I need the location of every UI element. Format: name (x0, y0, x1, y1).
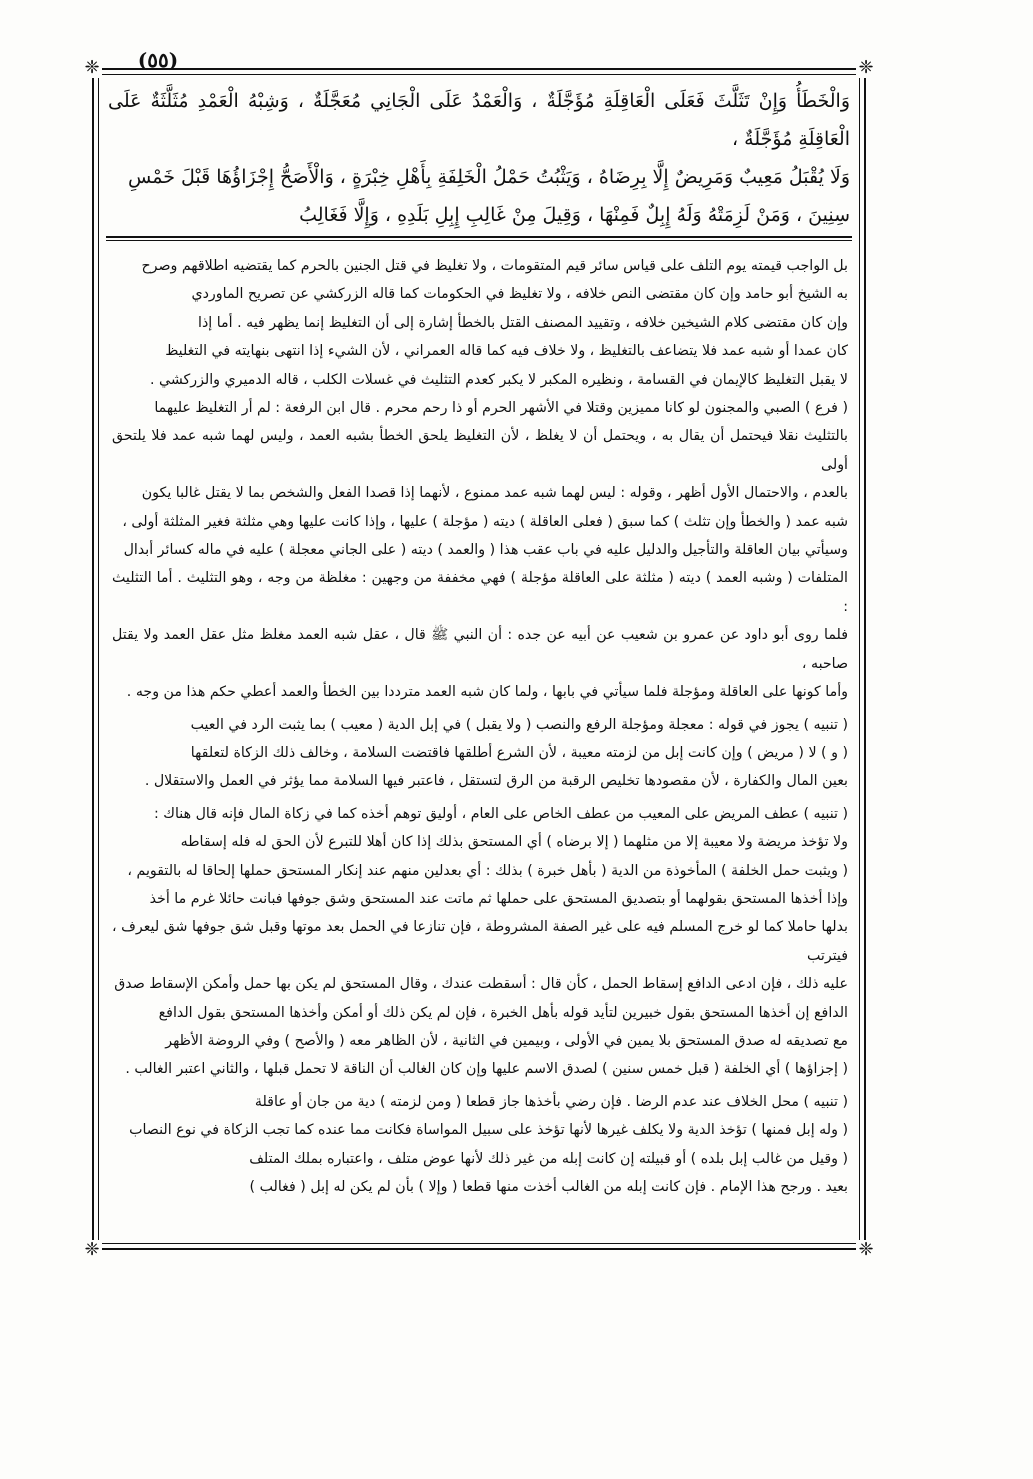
commentary-line: وإن كان مقتضى كلام الشيخين خلافه ، وتقييد المصنف القتل بالخطأ إشارة إلى أن التغليظ إنما يظهر فيه . أما إذا (198, 314, 848, 331)
corner-ornament-icon: ❈ (856, 58, 876, 78)
commentary-line: ( إجزاؤها ) أي الخلفة ( قبل خمس سنين ) لصدق الاسم عليها وإن كان الغالب أن الناقة لا تحمل قبلها ، والثاني اعتبر الغالب . (125, 1061, 848, 1078)
main-text-line: سِنِينَ ، وَمَنْ لَزِمَتْهُ وَلَهُ إِبِلٌ فَمِنْهَا ، وَقِيلَ مِنْ غَالِبِ إِبِلِ بَلَدِهِ ، وَإِلَّا فَغَالِبُ (299, 204, 850, 226)
page-number: (٥٥) (137, 48, 179, 72)
commentary-line: وإذا أخذها المستحق بقولهما أو بتصديق المستحق على حملها ثم ماتت عند المستحق وشق جوفها فبانت حائلا غرم ما أخذ (149, 890, 848, 907)
commentary-line: ( تنبيه ) يجوز في قوله : معجلة ومؤجلة الرفع والنصب ( ولا يقبل ) في إبل الدية ( معيب ) بما يثبت الرد في العيب (190, 716, 848, 733)
commentary-line: لا يقبل التغليظ كالإيمان في القسامة ، ونظيره المكبر لا يكبر كعدم التثليث في غسلات الكلب ، قاله الدميري والزركشي . (149, 371, 848, 388)
corner-ornament-icon: ❈ (82, 58, 102, 78)
commentary-paragraph (112, 1088, 848, 1202)
commentary-text (112, 252, 848, 1237)
main-text-line: وَالْخَطَأُ وَإِنْ تَثَلَّثَ فَعَلَى الْعَاقِلَةِ مُؤَجَّلَةٌ ، وَالْعَمْدُ عَلَى الْجَانِي مُعَجَّلَةٌ ، وَشِبْهُ الْعَمْدِ مُثَلَّثَةٌ عَلَى الْعَاقِلَةِ مُؤَجَّلَةٌ ، (108, 90, 850, 150)
commentary-line: ( تنبيه ) عطف المريض على المعيب من عطف الخاص على العام ، أوليق توهم أخذه كما في زكاة المال فإنه قال هناك : (154, 805, 848, 822)
main-text-line: وَلَا يُقْبَلُ مَعِيبٌ وَمَرِيضٌ إِلَّا بِرِضَاهُ ، وَيَثْبُتُ حَمْلُ الْخَلِفَةِ بِأَهْلِ خِبْرَةٍ ، وَالْأَصَحُّ إِجْزَاؤُهَا قَبْلَ خَمْسِ (128, 166, 850, 188)
commentary-line: المتلفات ( وشبه العمد ) ديته ( مثلثة على العاقلة مؤجلة ) فهي مخففة من وجهين : مغلظة من وجه ، وهو التثليث . أما التثليث : (112, 570, 848, 615)
commentary-line: فلما روى أبو داود عن عمرو بن شعيب عن أبيه عن جده : أن النبي ﷺ قال ، عقل شبه العمد مغلظ مثل عقل العمد ولا يقتل صاحبه ، (112, 627, 848, 672)
commentary-line: ( وقيل من غالب إبل بلده ) أو قبيلته إن كانت إبله من غير ذلك لأنها عوض متلف ، واعتباره بملك المتلف (249, 1150, 848, 1167)
commentary-line: بل الواجب قيمته يوم التلف على قياس سائر قيم المتقومات ، ولا تغليظ في قتل الجنين بالحرم كما يقتضيه اطلاقهم وصرح (141, 258, 848, 274)
corner-ornament-icon: ❈ (82, 1240, 102, 1260)
commentary-line: به الشيخ أبو حامد وإن كان مقتضى النص خلافه ، ولا تغليظ في الحكومات كما قاله الزركشي عن تصريح الماوردي (191, 286, 848, 303)
commentary-line: ولا تؤخذ مريضة ولا معيبة إلا من مثلهما ( إلا برضاه ) أي المستحق بذلك إذا كان أهلا للتبرع لأن الحق له فله إسقاطه (180, 834, 848, 851)
commentary-line: بعين المال والكفارة ، لأن مقصودها تخليص الرقبة من الرق لتستقل ، فاعتبر فيها السلامة مما يؤثر في العمل والاستقلال . (144, 773, 848, 790)
commentary-line: شبه عمد ( والخطأ وإن تثلث ) كما سبق ( فعلى العاقلة ) ديته ( مؤجلة ) عليها ، وإذا كانت عليها وهي مثلثة فغير المثلثة أولى ، (122, 513, 848, 530)
commentary-line: كان عمدا أو شبه عمد فلا يتضاعف بالتغليظ ، ولا خلاف فيه كما قاله العمراني ، لأن الشيء إذا انتهى بنهايته في التغليظ (165, 343, 848, 360)
main-text (108, 82, 850, 232)
corner-ornament-icon: ❈ (856, 1240, 876, 1260)
commentary-line: بالتثليث نقلا فيحتمل أن يقال به ، ويحتمل أن لا يغلظ ، لأن التغليظ يلحق الخطأ بشبه العمد ، وليس لهما شبه عمد فلا يلتحق أولى (112, 428, 848, 473)
commentary-paragraph (112, 800, 848, 1084)
section-separator (106, 236, 852, 241)
commentary-line: وسيأتي بيان العاقلة والتأجيل والدليل عليه في باب عقب هذا ( والعمد ) ديته ( على الجاني معجلة ) عليه في ماله كسائر أبدال (123, 542, 848, 559)
commentary-paragraph (112, 252, 848, 394)
commentary-line: بعيد . ورجح هذا الإمام . فإن كانت إبله من الغالب أخذت منها قطعا ( وإلا ) بأن لم يكن له إبل ( فغالب ) (249, 1179, 848, 1195)
commentary-paragraph (112, 711, 848, 796)
commentary-line: بالعدم ، والاحتمال الأول أظهر ، وقوله : ليس لهما شبه عمد ممنوع ، لأنهما إذا قصدا الفعل والشخص بما لا يقتل غالبا يكون (141, 485, 848, 502)
commentary-line: وأما كونها على العاقلة ومؤجلة فلما سيأتي في بابها ، ولما كان شبه العمد مترددا بين الخطأ والعمد أعطي حكم هذا من وجه . (126, 684, 848, 701)
commentary-line: بدلها حاملا كما لو خرج المسلم فيه على غير الصفة المشروطة ، فإن تنازعا في الحمل بعد موتها وقبل شق جوفها شق ليعرف ، فيترتب (112, 919, 848, 964)
commentary-line: ( وله إبل فمنها ) تؤخذ الدية ولا يكلف غيرها لأنها تؤخذ على سبيل المواساة فكانت مما عنده كما تجب الزكاة في نوع النصاب (129, 1122, 848, 1139)
commentary-line: الدافع إن أخذها المستحق بقول خبيرين لتأيد قوله بأهل الخبرة ، فإن لم يكن ذلك أو أمكن وأخذها المستحق بقول الدافع (158, 1004, 848, 1021)
commentary-line: ( و ) لا ( مريض ) وإن كانت إبل من لزمته معيبة ، لأن الشرع أطلقها فاقتضت السلامة ، وخالف ذلك الزكاة لتعلقها (190, 744, 848, 761)
commentary-line: ( فرع ) الصبي والمجنون لو كانا مميزين وقتلا في الأشهر الحرم أو ذا رحم محرم . قال ابن الرفعة : لم أر التغليظ عليهما (154, 400, 848, 417)
commentary-line: ( تنبيه ) محل الخلاف عند عدم الرضا . فإن رضي بأخذها جاز قطعا ( ومن لزمته ) دية من جان أو عاقلة (254, 1093, 848, 1110)
commentary-line: مع تصديقه له صدق المستحق بلا يمين في الأولى ، وبيمين في الثانية ، لأن الظاهر معه ( والأصح ) وفي الروضة الأظهر (165, 1032, 848, 1049)
commentary-line: عليه ذلك ، فإن ادعى الدافع إسقاط الحمل ، كأن قال : أسقطت عندك ، وقال المستحق لم يكن بها حمل وأمكن الإسقاط صدق (114, 976, 848, 993)
commentary-line: ( ويثبت حمل الخلفة ) المأخوذة من الدية ( بأهل خبرة ) بذلك : أي بعدلين منهم عند إنكار المستحق حملها إلحاقا له بالتقويم ، (127, 862, 848, 879)
commentary-paragraph (112, 394, 848, 706)
